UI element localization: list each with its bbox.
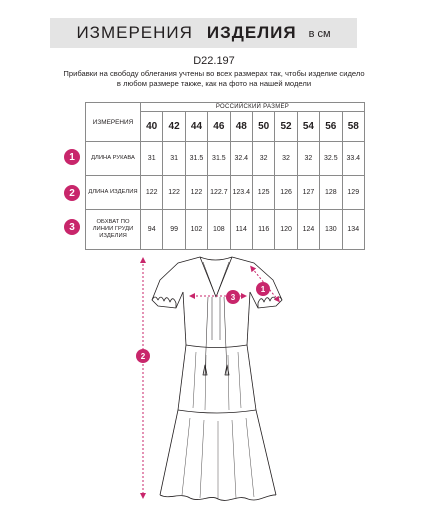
table-corner-label: ИЗМЕРЕНИЯ [86,103,141,142]
table-cell: 114 [230,210,252,250]
table-cell: 120 [275,210,297,250]
table-cell: 130 [320,210,342,250]
row-label-garment-length: ДЛИНА ИЗДЕЛИЯ [86,176,141,210]
table-cell: 32 [275,142,297,176]
table-cell: 123.4 [230,176,252,210]
table-cell: 124 [297,210,319,250]
size-header: 44 [185,112,207,142]
table-cell: 94 [141,210,163,250]
measurement-lines [140,260,278,496]
header-title-part2: ИЗДЕЛИЯ [206,23,297,42]
table-cell: 99 [163,210,185,250]
model-code: D22.197 [193,55,235,67]
table-cell: 134 [342,210,364,250]
header-unit: в см [308,28,331,40]
table-cell: 32 [297,142,319,176]
table-cell: 122 [163,176,185,210]
size-header: 54 [297,112,319,142]
svg-text:3: 3 [230,293,236,302]
size-header: 40 [141,112,163,142]
row-marker-3: 3 [64,219,80,235]
size-header: 48 [230,112,252,142]
table-cell: 31.5 [185,142,207,176]
size-header: 50 [252,112,274,142]
header-title-part1: ИЗМЕРЕНИЯ [76,23,193,42]
table-cell: 108 [208,210,230,250]
table-cell: 122 [185,176,207,210]
table-cell: 122 [141,176,163,210]
size-header: 56 [320,112,342,142]
table-cell: 122.7 [208,176,230,210]
table-cell: 126 [275,176,297,210]
svg-text:1: 1 [260,285,266,294]
diagram-marker-3 [226,290,240,304]
svg-text:2: 2 [140,352,146,361]
table-cell: 32 [252,142,274,176]
table-cell: 31 [163,142,185,176]
size-region-title: РОССИЙСКИЙ РАЗМЕР [141,103,365,112]
table-cell: 32.5 [320,142,342,176]
table-cell: 31 [141,142,163,176]
table-cell: 31.5 [208,142,230,176]
diagram-marker-1 [256,282,270,296]
row-marker-1: 1 [64,149,80,165]
table-cell: 102 [185,210,207,250]
row-label-chest-girth: ОБХВАТ ПО ЛИНИИ ГРУДИ ИЗДЕЛИЯ [86,210,141,250]
size-header: 52 [275,112,297,142]
table-cell: 129 [342,176,364,210]
table-cell: 33.4 [342,142,364,176]
table-cell: 128 [320,176,342,210]
table-cell: 32.4 [230,142,252,176]
size-header: 46 [208,112,230,142]
row-marker-2: 2 [64,185,80,201]
size-header: 58 [342,112,364,142]
diagram-marker-2 [136,349,150,363]
fit-note: Прибавки на свободу облегания учтены во всех размерах так, чтобы изделие сидело в любом размере также, как на фото на нашей модели [63,69,365,88]
table-cell: 125 [252,176,274,210]
table-cell: 127 [297,176,319,210]
table-cell: 116 [252,210,274,250]
size-header: 42 [163,112,185,142]
row-label-sleeve-length: ДЛИНА РУКАВА [86,142,141,176]
